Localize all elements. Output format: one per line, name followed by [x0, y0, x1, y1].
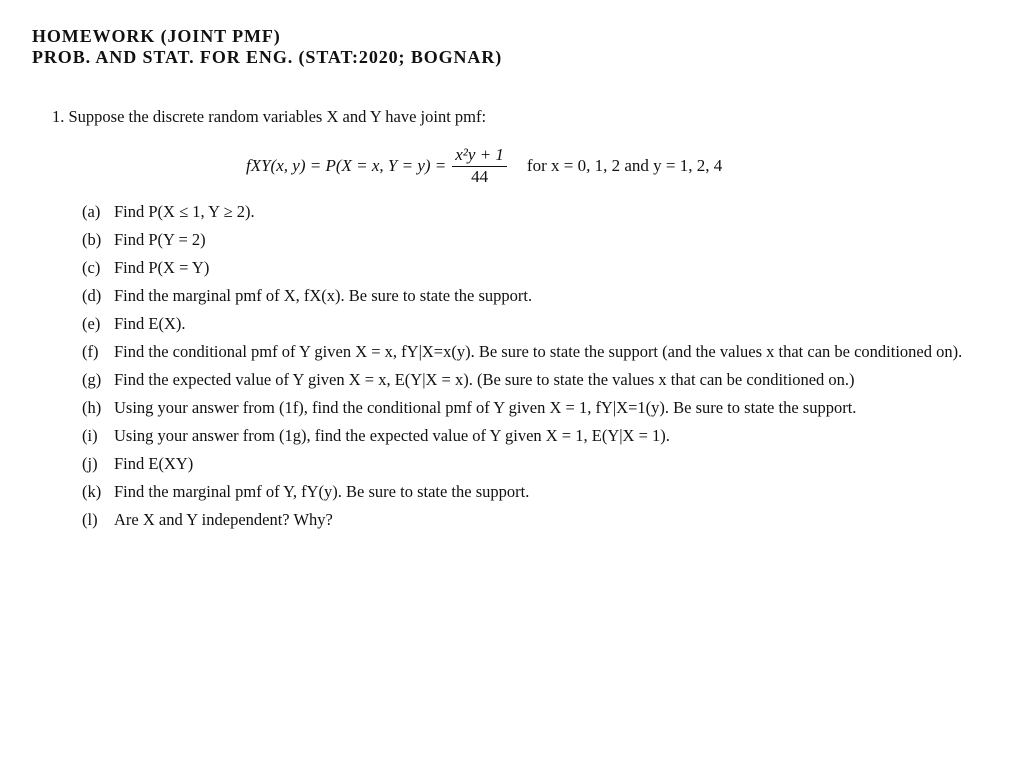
problem-intro — [52, 107, 486, 127]
problem-part — [82, 257, 982, 278]
part-label: (g) — [82, 370, 102, 389]
joint-pmf-formula — [246, 145, 722, 187]
part-text: Using your answer from (1g), find the expected value of Y given X = 1, E(Y|X = 1). — [114, 426, 670, 445]
problem-part — [82, 481, 982, 502]
part-text: Find P(Y = 2) — [114, 230, 206, 249]
header-course: PROB. AND STAT. FOR ENG. (STAT:2020; BOGNAR) — [32, 47, 503, 67]
formula-support: for x = 0, 1, 2 and y = 1, 2, 4 — [526, 156, 723, 175]
problem-parts — [82, 201, 982, 530]
part-text: Find the conditional pmf of Y given X = x, fY|X=x(y). Be sure to state the support (and the values x that can be conditioned on). — [114, 342, 963, 361]
part-text: Find the marginal pmf of Y, fY(y). Be sure to state the support. — [114, 482, 530, 501]
problem-part — [82, 229, 982, 250]
part-label: (j) — [82, 454, 98, 473]
formula-denominator: 44 — [471, 167, 489, 186]
problem-part — [82, 425, 982, 446]
part-text: Find the marginal pmf of X, fX(x). Be sure to state the support. — [114, 286, 533, 305]
part-label: (k) — [82, 482, 102, 501]
part-label: (e) — [82, 314, 101, 333]
problem-part — [82, 313, 982, 334]
formula-numerator: x²y + 1 — [452, 145, 507, 167]
header-title: HOMEWORK (JOINT PMF) — [32, 26, 281, 46]
formula-lhs: fXY(x, y) = P(X = x, Y = y) = — [246, 156, 447, 175]
problem-part — [82, 369, 982, 390]
problem-part — [82, 341, 982, 362]
problem-part — [82, 285, 982, 306]
part-text: Using your answer from (1f), find the conditional pmf of Y given X = 1, fY|X=1(y). Be sure to state the support. — [114, 398, 857, 417]
problem-number: 1. — [52, 107, 65, 126]
formula-fraction — [452, 145, 507, 187]
part-label: (a) — [82, 202, 101, 221]
problem-part — [82, 201, 982, 222]
part-text: Are X and Y independent? Why? — [114, 510, 333, 529]
part-label: (l) — [82, 510, 98, 529]
problem-part — [82, 453, 982, 474]
part-label: (f) — [82, 342, 99, 361]
part-label: (b) — [82, 230, 102, 249]
problem-statement: Suppose the discrete random variables X and Y have joint pmf: — [68, 107, 487, 126]
part-label: (h) — [82, 398, 102, 417]
part-text: Find E(XY) — [114, 454, 194, 473]
problem-part — [82, 509, 982, 530]
part-label: (i) — [82, 426, 98, 445]
document-header — [32, 26, 502, 68]
part-text: Find the expected value of Y given X = x, E(Y|X = x). (Be sure to state the values x that can be conditioned on.) — [114, 370, 855, 389]
part-label: (d) — [82, 286, 102, 305]
part-text: Find P(X = Y) — [114, 258, 210, 277]
part-text: Find P(X ≤ 1, Y ≥ 2). — [114, 202, 255, 221]
problem-part — [82, 397, 982, 418]
part-text: Find E(X). — [114, 314, 186, 333]
part-label: (c) — [82, 258, 101, 277]
